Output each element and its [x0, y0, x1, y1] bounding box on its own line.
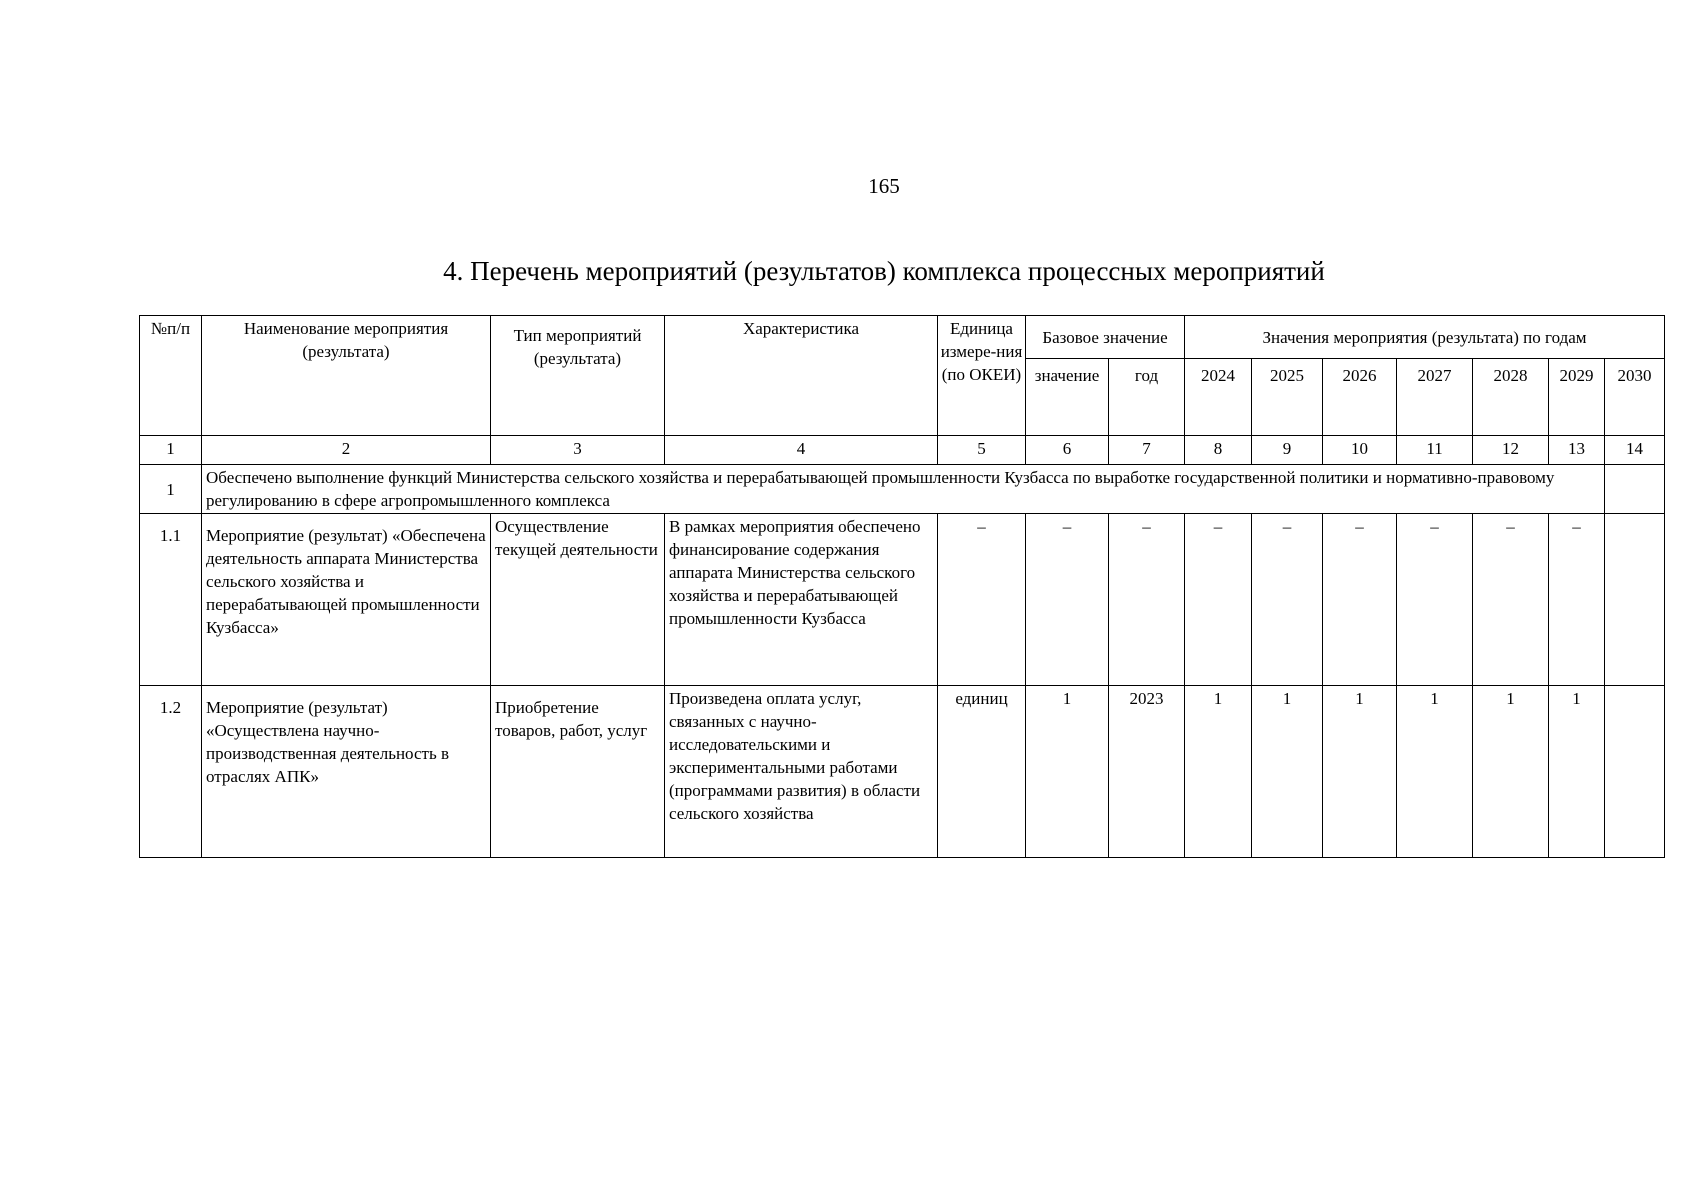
row-type: Осуществление текущей деятельности — [491, 514, 665, 686]
header-year-2025: 2025 — [1252, 359, 1323, 436]
row-value-2030 — [1605, 514, 1665, 686]
column-number: 6 — [1026, 436, 1109, 465]
header-characteristic: Характеристика — [665, 316, 938, 436]
column-number: 2 — [202, 436, 491, 465]
column-number: 1 — [140, 436, 202, 465]
row-value-2027: 1 — [1397, 686, 1473, 858]
header-num: №п/п — [140, 316, 202, 436]
row-value-2025: – — [1252, 514, 1323, 686]
row-num: 1.1 — [140, 514, 202, 686]
column-number: 3 — [491, 436, 665, 465]
header-base-value-year: год — [1109, 359, 1185, 436]
column-number: 7 — [1109, 436, 1185, 465]
measures-table — [139, 315, 1665, 858]
row-value-2030 — [1605, 686, 1665, 858]
header-year-2028: 2028 — [1473, 359, 1549, 436]
header-year-2027: 2027 — [1397, 359, 1473, 436]
column-number: 5 — [938, 436, 1026, 465]
header-name: Наименование мероприятия (результата) — [202, 316, 491, 436]
column-number: 12 — [1473, 436, 1549, 465]
row-value-2029: – — [1549, 514, 1605, 686]
row-unit: – — [938, 514, 1026, 686]
header-year-2030: 2030 — [1605, 359, 1665, 436]
row-name: Мероприятие (результат) «Обеспечена деятельность аппарата Министерства сельского хозяйства и перерабатывающей промышленности Кузбасса» — [202, 514, 491, 686]
row-num: 1.2 — [140, 686, 202, 858]
row-value-2026: 1 — [1323, 686, 1397, 858]
row-type: Приобретение товаров, работ, услуг — [491, 686, 665, 858]
page-number: 165 — [868, 174, 900, 198]
row-value-2024: 1 — [1185, 686, 1252, 858]
table-row — [140, 514, 1665, 686]
row-characteristic: В рамках мероприятия обеспечено финансирование содержания аппарата Министерства сельского хозяйства и перерабатывающей промышленности Кузбасса — [665, 514, 938, 686]
column-number-row — [140, 436, 1665, 465]
column-number: 14 — [1605, 436, 1665, 465]
row-base-year: – — [1109, 514, 1185, 686]
column-number: 8 — [1185, 436, 1252, 465]
column-number: 9 — [1252, 436, 1323, 465]
row-value-2027: – — [1397, 514, 1473, 686]
section-text: Обеспечено выполнение функций Министерства сельского хозяйства и перерабатывающей промышленности Кузбасса по выработке государственной политики и нормативно-правовому регулированию в сфере агропромышленного комплекса — [202, 465, 1605, 514]
column-number: 10 — [1323, 436, 1397, 465]
row-unit: единиц — [938, 686, 1026, 858]
header-year-2024: 2024 — [1185, 359, 1252, 436]
section-empty-cell — [1605, 465, 1665, 514]
section-row — [140, 465, 1665, 514]
row-base-year: 2023 — [1109, 686, 1185, 858]
header-type: Тип мероприятий (результата) — [491, 316, 665, 436]
row-value-2026: – — [1323, 514, 1397, 686]
table-row — [140, 686, 1665, 858]
header-year-2029: 2029 — [1549, 359, 1605, 436]
row-base-value: 1 — [1026, 686, 1109, 858]
row-value-2029: 1 — [1549, 686, 1605, 858]
column-number: 4 — [665, 436, 938, 465]
section-num: 1 — [140, 465, 202, 514]
row-base-value: – — [1026, 514, 1109, 686]
row-value-2028: – — [1473, 514, 1549, 686]
column-number: 11 — [1397, 436, 1473, 465]
header-year-2026: 2026 — [1323, 359, 1397, 436]
row-characteristic: Произведена оплата услуг, связанных с научно-исследовательскими и экспериментальными работами (программами развития) в области сельского хозяйства — [665, 686, 938, 858]
header-unit: Единица измере-ния (по ОКЕИ) — [938, 316, 1026, 436]
header-values-by-year: Значения мероприятия (результата) по годам — [1185, 316, 1665, 359]
header-base-value: Базовое значение — [1026, 316, 1185, 359]
column-number: 13 — [1549, 436, 1605, 465]
document-title: 4. Перечень мероприятий (результатов) комплекса процессных мероприятий — [443, 256, 1325, 286]
row-value-2024: – — [1185, 514, 1252, 686]
row-value-2028: 1 — [1473, 686, 1549, 858]
row-value-2025: 1 — [1252, 686, 1323, 858]
header-base-value-value: значение — [1026, 359, 1109, 436]
row-name: Мероприятие (результат) «Осуществлена научно-производственная деятельность в отраслях АПК» — [202, 686, 491, 858]
